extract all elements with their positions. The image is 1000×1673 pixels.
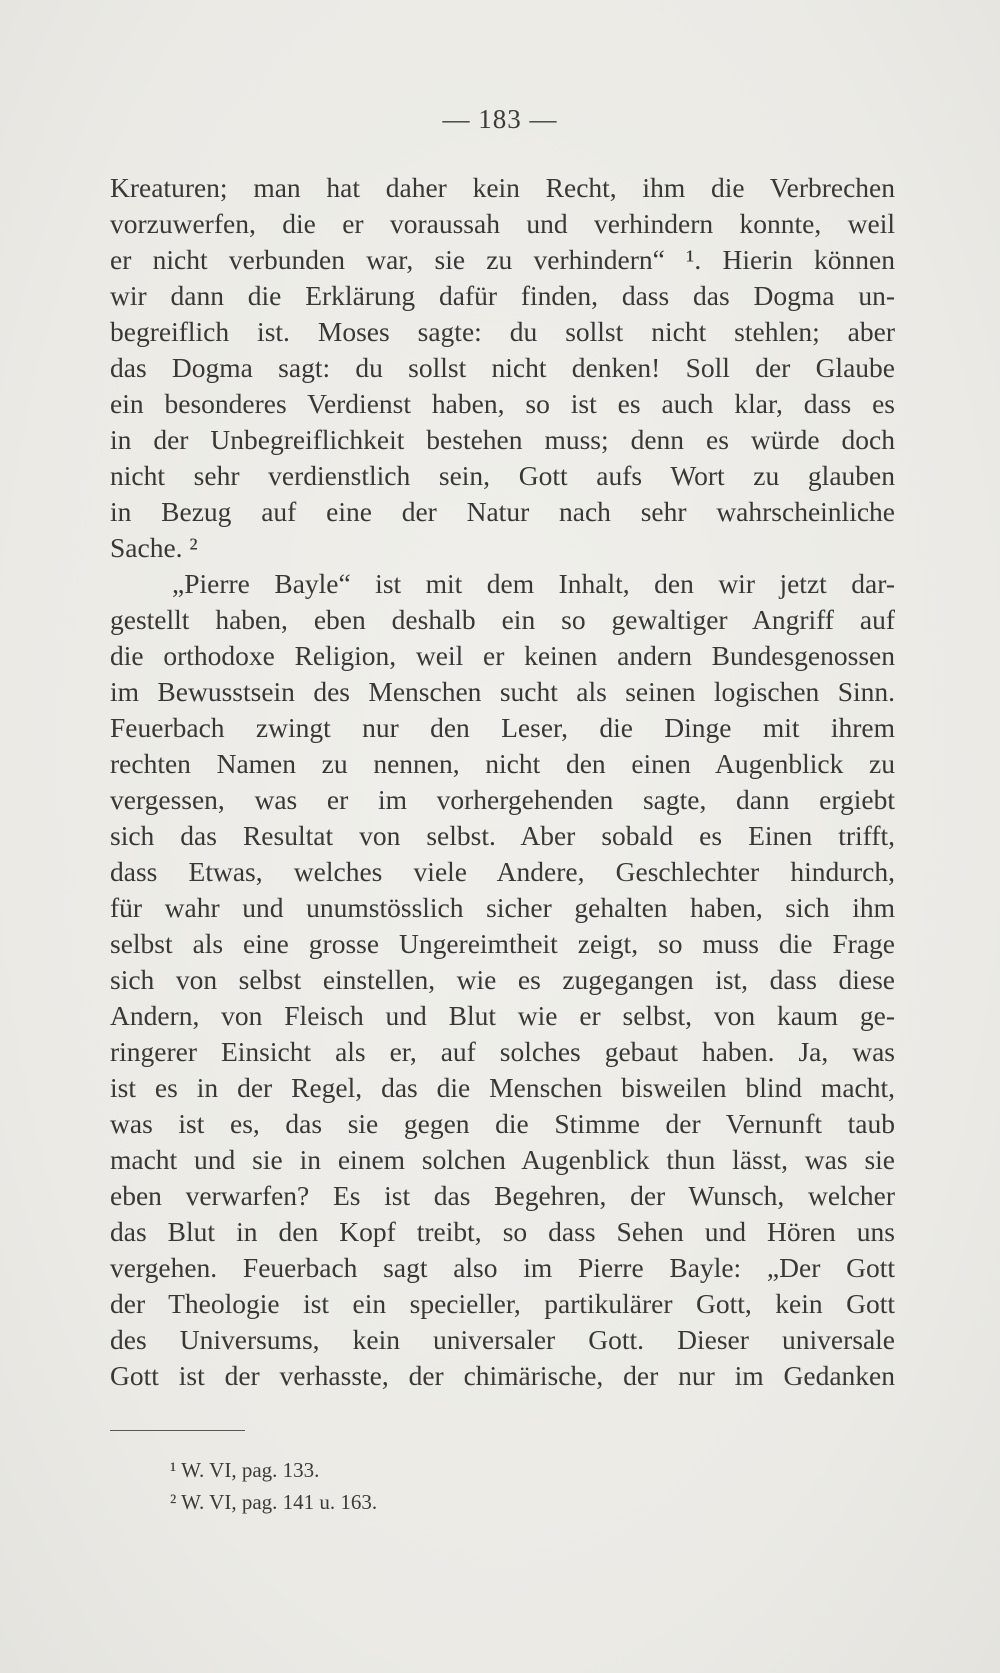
text-line: er nicht verbunden war, sie zu verhindern“ ¹. Hierin können: [110, 244, 895, 275]
text-line: nicht sehr verdienstlich sein, Gott aufs Wort zu glauben: [110, 460, 895, 491]
text-line: im Bewusstsein des Menschen sucht als seinen logischen Sinn.: [110, 676, 895, 707]
text-line: begreiflich ist. Moses sagte: du sollst nicht stehlen; aber: [110, 316, 895, 347]
text-line: das Blut in den Kopf treibt, so dass Sehen und Hören uns: [110, 1216, 895, 1247]
text-line: in Bezug auf eine der Natur nach sehr wahrscheinliche: [110, 496, 895, 527]
text-line: der Theologie ist ein specieller, partikulärer Gott, kein Gott: [110, 1288, 895, 1319]
text-line: eben verwarfen? Es ist das Begehren, der Wunsch, welcher: [110, 1180, 895, 1211]
text-line: gestellt haben, eben deshalb ein so gewaltiger Angriff auf: [110, 604, 895, 635]
text-line: Gott ist der verhasste, der chimärische, der nur im Gedanken: [110, 1360, 895, 1391]
text-line: rechten Namen zu nennen, nicht den einen Augenblick zu: [110, 748, 895, 779]
text-line: wir dann die Erklärung dafür finden, dass das Dogma un-: [110, 280, 895, 311]
text-line: vorzuwerfen, die er voraussah und verhindern konnte, weil: [110, 208, 895, 239]
text-line: was ist es, das sie gegen die Stimme der Vernunft taub: [110, 1108, 895, 1139]
text-line: Sache. ²: [110, 532, 198, 563]
text-line: Feuerbach zwingt nur den Leser, die Dinge mit ihrem: [110, 712, 895, 743]
text-line: in der Unbegreiflichkeit bestehen muss; denn es würde doch: [110, 424, 895, 455]
page-number: — 183 —: [442, 104, 558, 134]
text-line: für wahr und unumstösslich sicher gehalten haben, sich ihm: [110, 892, 895, 923]
text-line: vergessen, was er im vorhergehenden sagte, dann ergiebt: [110, 784, 895, 815]
text-line: vergehen. Feuerbach sagt also im Pierre Bayle: „Der Gott: [110, 1252, 895, 1283]
footnote-2: ² W. VI, pag. 141 u. 163.: [170, 1490, 378, 1514]
text-line: sich das Resultat von selbst. Aber sobald es Einen trifft,: [110, 820, 895, 851]
text-line: sich von selbst einstellen, wie es zugegangen ist, dass diese: [110, 964, 895, 995]
text-line: ringerer Einsicht als er, auf solches gebaut haben. Ja, was: [110, 1036, 895, 1067]
footnote-divider: [110, 1430, 245, 1431]
text-line: des Universums, kein universaler Gott. Dieser universale: [110, 1324, 895, 1355]
text-line: das Dogma sagt: du sollst nicht denken! Soll der Glaube: [110, 352, 895, 383]
text-line: Andern, von Fleisch und Blut wie er selbst, von kaum ge-: [110, 1000, 895, 1031]
text-line: selbst als eine grosse Ungereimtheit zeigt, so muss die Frage: [110, 928, 895, 959]
footnote-1: ¹ W. VI, pag. 133.: [170, 1458, 320, 1482]
text-line: dass Etwas, welches viele Andere, Geschlechter hindurch,: [110, 856, 895, 887]
text-line: ist es in der Regel, das die Menschen bisweilen blind macht,: [110, 1072, 895, 1103]
text-line: ein besonderes Verdienst haben, so ist es auch klar, dass es: [110, 388, 895, 419]
text-line: Kreaturen; man hat daher kein Recht, ihm die Verbrechen: [110, 172, 895, 203]
text-line: „Pierre Bayle“ ist mit dem Inhalt, den wir jetzt dar-: [172, 568, 895, 599]
text-line: die orthodoxe Religion, weil er keinen andern Bundesgenossen: [110, 640, 895, 671]
text-line: macht und sie in einem solchen Augenblick thun lässt, was sie: [110, 1144, 895, 1175]
